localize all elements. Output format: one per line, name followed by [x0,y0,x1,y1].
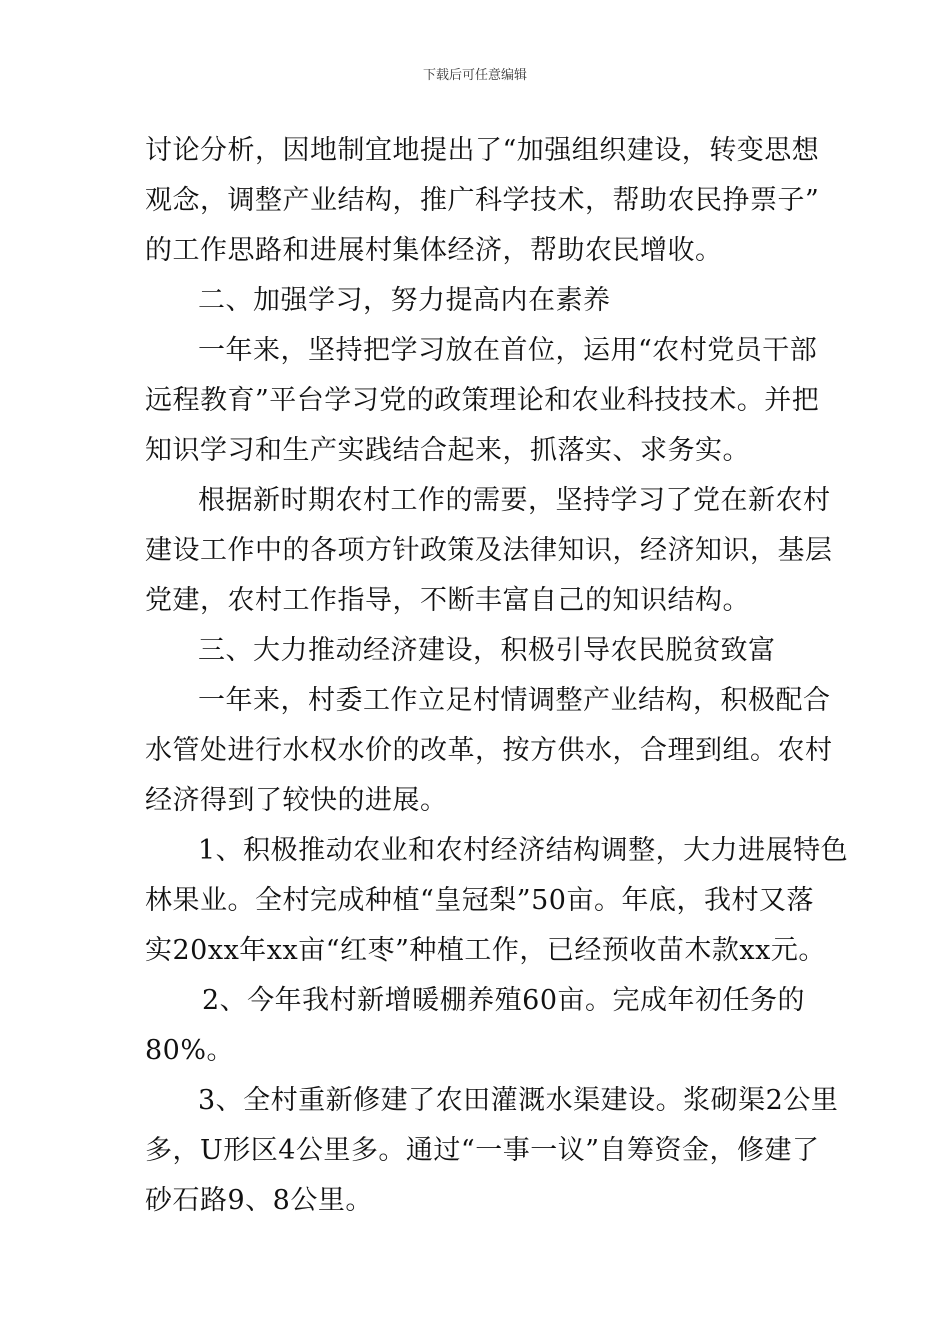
text-line: 经济得到了较快的进展。 [145,785,448,816]
text-line: 多，U形区4公里多。通过“一事一议”自筹资金，修建了 [145,1135,820,1166]
paragraph-economy-overview [145,676,833,826]
text-line: 3、全村重新修建了农田灌溉水渠建设。浆砌渠2公里 [198,1085,839,1116]
text-line: 水管处进行水权水价的改革，按方供水，合理到组。农村 [145,735,833,766]
list-item-orchard [145,826,849,976]
text-line: 讨论分析，因地制宜地提出了“加强组织建设，转变思想 [145,135,820,166]
text-line: 建设工作中的各项方针政策及法律知识，经济知识，基层 [145,535,833,566]
text-line: 一年来，坚持把学习放在首位，运用“农村党员干部 [198,335,818,366]
text-line: 1、积极推动农业和农村经济结构调整，大力进展特色 [198,835,849,866]
page-header-note: 下载后可任意编辑 [422,68,527,83]
text-line: 林果业。全村完成种植“皇冠梨”50亩。年底，我村又落 [145,885,814,916]
text-line: 远程教育”平台学习党的政策理论和农业科技技术。并把 [145,385,820,416]
text-line: 实20xx年xx亩“红枣”种植工作，已经预收苗木款xx元。 [145,935,826,966]
text-line: 2、今年我村新增暖棚养殖60亩。完成年初任务的 [202,985,806,1016]
document-body [145,126,849,1226]
section-heading-study [145,276,810,326]
text-line: 一年来，村委工作立足村情调整产业结构，积极配合 [198,685,831,716]
paragraph-study-policy [145,476,833,626]
paragraph-intro-continued [145,126,820,276]
text-line: 的工作思路和进展村集体经济，帮助农民增收。 [145,235,723,266]
list-item-greenhouse [145,976,810,1076]
text-line: 知识学习和生产实践结合起来，抓落实、求务实。 [145,435,750,466]
section-heading-economy [145,626,810,676]
text-line: 根据新时期农村工作的需要，坚持学习了党在新农村 [198,485,831,516]
section-heading: 三、大力推动经济建设，积极引导农民脱贫致富 [198,635,776,666]
text-line: 砂石路9、8公里。 [145,1185,373,1216]
text-line: 观念，调整产业结构，推广科学技术，帮助农民挣票子” [145,185,820,216]
text-line: 党建，农村工作指导，不断丰富自己的知识结构。 [145,585,750,616]
list-item-irrigation [145,1076,839,1226]
text-line: 80%。 [145,1035,235,1066]
section-heading: 二、加强学习，努力提高内在素养 [198,285,611,316]
paragraph-study-platform [145,326,820,476]
